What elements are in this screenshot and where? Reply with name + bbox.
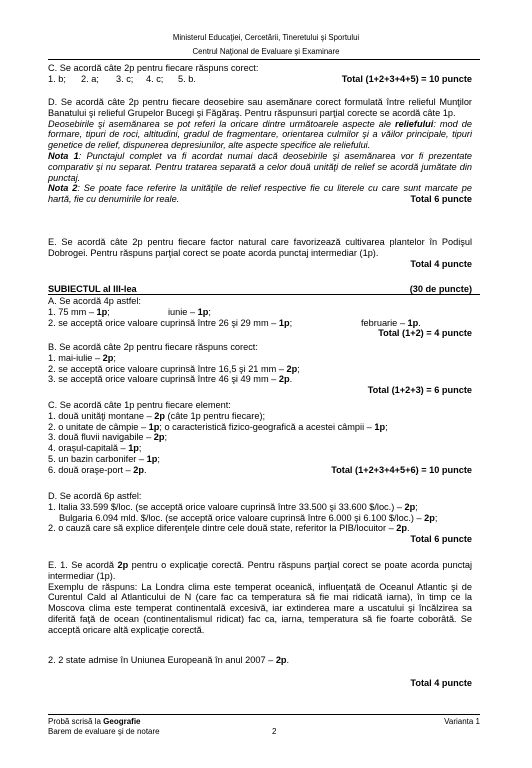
section-3c-item-4: 4. oraşul-capitală – 1p; [48,443,142,454]
subject-3-title: SUBIECTUL al III-lea [48,284,137,294]
section-c [48,63,472,85]
section-3e-part2 [48,655,472,666]
section-3c [48,400,472,476]
section-3c-item-2: 2. o unitate de câmpie – 1p; o caracteristică fizico-geografică a acestei câmpii – 1p; [48,421,388,432]
answer-2: 2. a; [81,73,99,84]
footer-divider [48,714,480,715]
section-3e-example: Exemplu de răspuns: La Londra clima este temperat oceanică, influenţată de Oceanul Atlantic şi de Curentul Cald al Atlanticului de N (care fac ca temperatura să fie mai ridicată iarna), în timp ce la Moscova clima este temperat continentală excesivă, iar extinderea mare a uscatului şi încălzirea sa diferită faţă de ocean (continentalismul ridicat) fac ca, iarna, temperatura să fie foarte coborâtă. Se acceptă oricare altă explicaţie corectă. [48,581,472,635]
section-3a [48,296,472,339]
section-c-total: Total (1+2+3+4+5) = 10 puncte [341,73,472,84]
section-3d-total: Total 6 puncte [410,534,472,545]
section-3c-item-1: 1. două unităţi montane – 2p (câte 1p pentru fiecare); [48,410,266,421]
section-3c-total: Total (1+2+3+4+5+6) = 10 puncte [331,464,472,475]
section-d [48,97,472,205]
section-3b-item-3: 3. se acceptă orice valoare cuprinsă între 46 şi 49 mm – 2p. [48,374,293,385]
section-d-note2: Nota 2: Se poate face referire la unităţile de relief respective fie cu literele cu care sunt marcate pe hartă, fie cu denumirile lor reale. Total 6 puncte [48,183,472,205]
ministry-header: Ministerul Educaţiei, Cercetării, Tineretului şi Sportului [172,33,360,42]
section-3b-total: Total (1+2+3) = 6 puncte [367,385,472,396]
section-3b-item-1: 1. mai-iulie – 2p; [48,352,116,363]
section-3d-intro: D. Se acordă 6p astfel: [48,491,142,501]
section-e-intro: E. Se acordă câte 2p pentru fiecare factor natural care favorizează cultivarea plantelor în Podişul Dobrogei. Pentru răspuns parţial corect se poate acorda punctaj intermediar (1p). [48,237,472,258]
section-c-intro: C. Se acordă câte 2p pentru fiecare răspuns corect: [48,63,259,73]
section-3c-item-3: 3. două fluvii navigabile – 2p; [48,432,168,443]
center-header: Centrul Naţional de Evaluare şi Examinare [192,47,340,56]
subject-divider [48,294,480,295]
section-3a-total: Total (1+2) = 4 puncte [378,328,472,339]
answer-4: 4. c; [146,73,164,84]
section-3d-item-2: 2. o cauză care să explice diferenţele dintre cele două state, referitor la PIB/locuitor – 2p. [48,523,410,534]
section-3b-item-2: 2. se acceptă orice valoare cuprinsă între 16,5 şi 21 mm – 2p; [48,363,300,374]
answer-3: 3. c; [116,73,134,84]
subject-3-points: (30 de puncte) [409,284,472,294]
footer-barem: Barem de evaluare şi de notare [48,727,160,736]
section-d-aspects: Deosebirile şi asemănarea se pot referi la oricare dintre următoarele aspecte ale reliefului: mod de formare, tipuri de roci, altitudini, gradul de fragmentare, orientarea culmilor şi a văilor principale, tipuri genetice de relief, dispunerea depresiunilor, alte aspecte specifice ale reliefului. [48,118,472,151]
footer-variant: Varianta 1 [444,717,480,726]
page-number: 2 [272,727,277,736]
section-3b [48,342,472,396]
section-3a-item-1: 1. 75 mm – 1p; iunie – 1p; [48,306,211,317]
footer [48,717,480,737]
section-3d [48,491,472,545]
section-e [48,237,472,269]
section-d-total: Total 6 puncte [410,194,472,205]
section-d-intro: D. Se acordă câte 2p pentru fiecare deosebire sau asemănare corect formulată între relieful Munţilor Banatului şi relieful Grupelor Bucegi şi Făgăraş. Pentru răspunsuri parţial corecte se acordă câte 1p. [48,97,472,118]
answer-5: 5. b. [178,73,196,84]
section-3a-intro: A. Se acordă 4p astfel: [48,296,141,306]
section-3e-item-1: E. 1. Se acordă 2p pentru o explicaţie corectă. Pentru răspuns parţial corect se poate acorda punctaj intermediar (1p). [48,560,472,581]
section-3e-total-row [48,678,472,689]
section-d-note1: Nota 1: Punctajul complet va fi acordat numai dacă deosebirile şi asemănarea vor fi prezentate comparativ şi nu separat. Pentru tratarea separată a celor două unităţi de relief se acordă jumătate din punctaj. [48,150,472,183]
section-3a-item-2: 2. se acceptă orice valoare cuprinsă între 26 şi 29 mm – 1p; februarie – 1p. [48,317,421,328]
section-3c-item-5: 5. un bazin carbonifer – 1p; [48,453,160,464]
section-3e-item-2: 2. 2 state admise în Uniunea Europeană în anul 2007 – 2p. [48,655,290,665]
section-3c-intro: C. Se acordă câte 1p pentru fiecare element: [48,400,231,410]
footer-subject: Probă scrisă la Geografie [48,717,141,726]
section-3e-total: Total 4 puncte [410,678,472,688]
section-3b-intro: B. Se acordă câte 2p pentru fiecare răspuns corect: [48,342,258,352]
header-divider [48,59,480,60]
section-3e [48,560,472,636]
section-e-total: Total 4 puncte [410,258,472,269]
section-3c-item-6: 6. două oraşe-port – 2p. Total (1+2+3+4+5+6) = 10 puncte [48,464,472,475]
answer-1: 1. b; [48,73,66,84]
section-3d-item-1b: Bulgaria 6.094 mld. $/loc. (se acceptă orice valoare cuprinsă între 6.000 şi 6.100 $/loc.) – 2p; [59,512,438,523]
section-3d-item-1: 1. Italia 33.599 $/loc. (se acceptă orice valoare cuprinsă între 33.500 şi 33.600 $/loc.) – 2p; [48,501,418,512]
